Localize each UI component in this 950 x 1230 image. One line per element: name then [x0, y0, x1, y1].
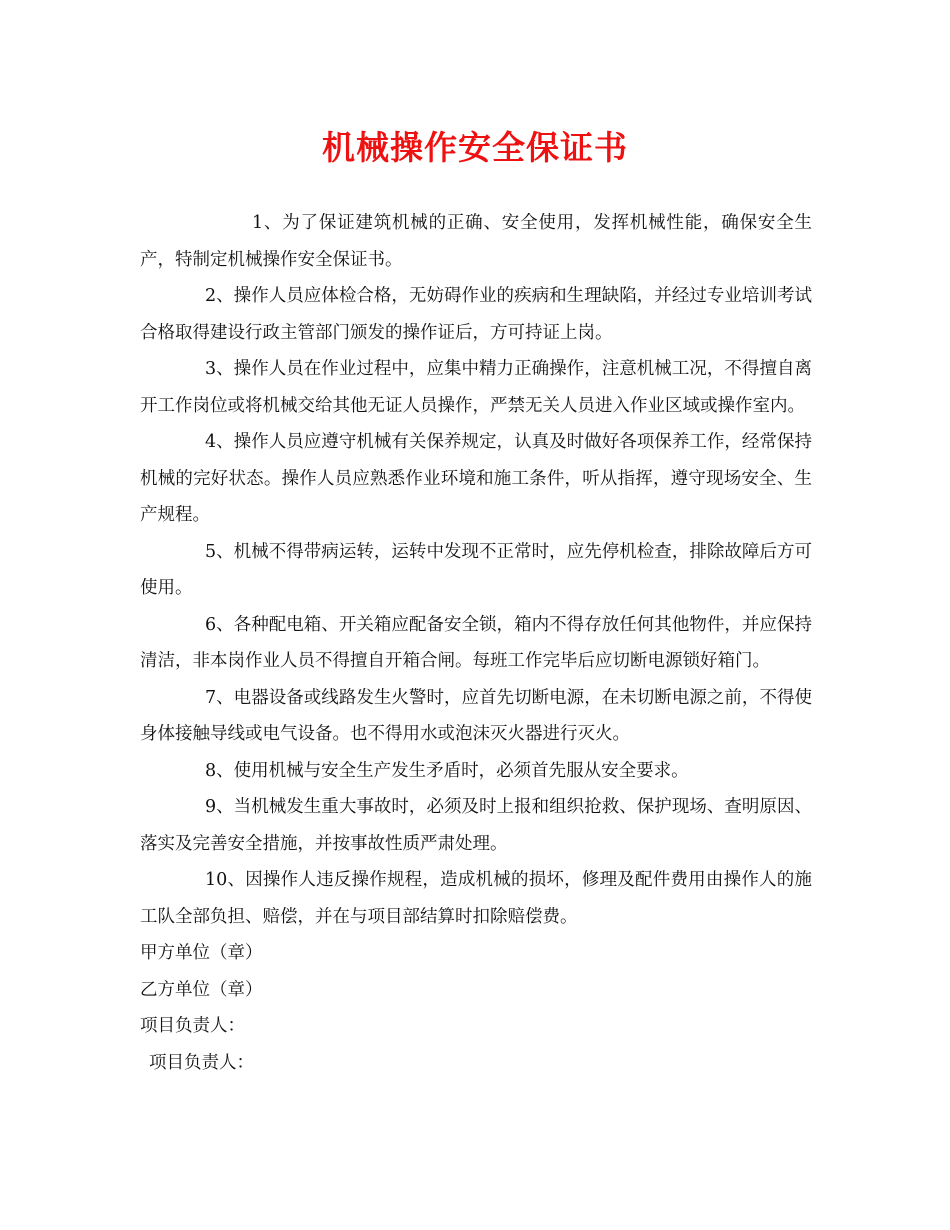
paragraph-7: 7、电器设备或线路发生火警时，应首先切断电源，在未切断电源之前，不得使身体接触导线或电气设备。也不得用水或泡沫灭火器进行灭火。	[140, 687, 812, 744]
paragraph-6: 6、各种配电箱、开关箱应配备安全锁，箱内不得存放任何其他物件，并应保持清洁，非本岗作业人员不得擅自开箱合闸。每班工作完毕后应切断电源锁好箱门。	[140, 614, 812, 671]
paragraph-5: 5、机械不得带病运转，运转中发现不正常时，应先停机检查，排除故障后方可使用。	[140, 541, 812, 598]
paragraph-9: 9、当机械发生重大事故时，必须及时上报和组织抢救、保护现场、查明原因、落实及完善安全措施，并按事故性质严肃处理。	[140, 797, 812, 854]
paragraph-10: 10、因操作人违反操作规程，造成机械的损坏，修理及配件费用由操作人的施工队全部负担、赔偿，并在与项目部结算时扣除赔偿费。	[140, 870, 812, 927]
paragraph-2: 2、操作人员应体检合格，无妨碍作业的疾病和生理缺陷，并经过专业培训考试合格取得建设行政主管部门颁发的操作证后，方可持证上岗。	[140, 286, 812, 343]
party-a-signature: 甲方单位（章）	[140, 943, 263, 963]
project-manager-a: 项目负责人：	[140, 1016, 245, 1036]
project-manager-b: 项目负责人：	[149, 1052, 254, 1073]
paragraph-1: 1、为了保证建筑机械的正确、安全使用，发挥机械性能，确保安全生产，特制定机械操作安全保证书。	[140, 213, 812, 270]
paragraph-8: 8、使用机械与安全生产发生矛盾时，必须首先服从安全要求。	[205, 760, 689, 781]
party-b-signature: 乙方单位（章）	[140, 979, 263, 1000]
paragraph-3: 3、操作人员在作业过程中，应集中精力正确操作，注意机械工况，不得擅自离开工作岗位或将机械交给其他无证人员操作，严禁无关人员进入作业区域或操作室内。	[140, 359, 812, 416]
document-title: 机械操作安全保证书	[322, 128, 628, 167]
paragraph-4: 4、操作人员应遵守机械有关保养规定，认真及时做好各项保养工作，经常保持机械的完好状态。操作人员应熟悉作业环境和施工条件，听从指挥，遵守现场安全、生产规程。	[140, 432, 812, 525]
document-body	[140, 205, 812, 1081]
